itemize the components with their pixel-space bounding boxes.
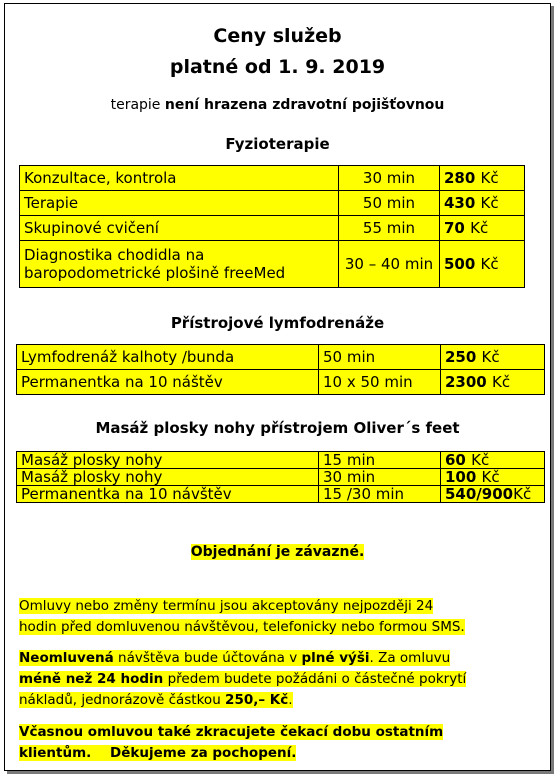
price-value: 280 [444,169,476,187]
table-row [20,191,525,216]
service-price [441,469,545,486]
service-duration: 50 min [319,345,441,370]
service-name: Terapie [20,191,339,216]
service-name: Skupinové cvičení [20,216,339,241]
fyzio-price-table [19,165,525,288]
service-duration: 55 min [339,216,440,241]
page-title: Ceny služeb [213,25,342,47]
service-name: Masáž plosky nohy [17,469,319,486]
currency-label: Kč [513,485,532,503]
service-price [440,166,525,191]
table-row [20,241,525,288]
service-name [20,241,339,288]
cancellation-line2: hodin před domluvenou návštěvou, telefonicky nebo formou SMS. [19,619,465,635]
no-show-bold-2: plné výši [301,650,370,666]
table-row [20,216,525,241]
page-subtitle: platné od 1. 9. 2019 [169,56,386,78]
cancellation-line1: Omluvy nebo změny termínu jsou akceptovány nejpozději 24 [19,598,434,614]
service-price [440,191,525,216]
price-value: 540/900 [445,485,514,503]
no-show-line2 [19,671,466,687]
insurance-note-prefix: terapie [110,97,165,113]
currency-label: Kč [480,255,499,273]
lymfo-price-table [16,344,545,395]
currency-label: Kč [491,373,511,391]
service-name: Masáž plosky nohy [17,452,319,469]
price-value: 2300 [445,373,487,391]
service-price [441,486,545,503]
table-row [17,452,545,469]
masaz-price-table [16,451,545,503]
no-show-text-1: návštěva bude účtována v [113,650,302,666]
service-duration: 30 min [319,469,441,486]
price-list-page [4,3,551,771]
price-value: 430 [444,194,476,212]
service-duration: 30 min [339,166,440,191]
price-value: 250 [445,348,477,366]
table-row [17,469,545,486]
insurance-note [5,97,550,113]
no-show-text-2: . Za omluvu [369,650,451,666]
price-value: 100 [445,468,477,486]
section-title-fyzio: Fyzioterapie [225,135,330,153]
service-price [440,241,525,288]
no-show-text-3: předem budete požádáni o částečné pokrytí [163,671,467,687]
no-show-text-4: nákladů, jednorázově částkou [19,692,226,708]
no-show-text-5: . [288,692,293,708]
currency-label: Kč [470,219,489,237]
currency-label: Kč [471,451,490,469]
currency-label: Kč [481,348,500,366]
service-duration: 15 min [319,452,441,469]
thanks-line1: Včasnou omluvou také zkracujete čekací dobu ostatním [19,724,444,740]
table-row [17,345,545,370]
section-title-lymfo: Přístrojové lymfodrenáže [170,314,385,332]
service-name: Permanentka na 10 náštěv [17,370,319,395]
no-show-line1 [19,650,450,666]
insurance-note-bold: není hrazena zdravotní pojišťovnou [164,97,445,113]
cancellation-paragraph [19,596,521,638]
no-show-bold-1: Neomluvená [19,650,114,666]
service-name-line1: Diagnostika chodidla na [24,246,205,264]
no-show-paragraph [19,648,521,711]
service-name: Lymfodrenáž kalhoty /bunda [17,345,319,370]
thanks-paragraph [19,722,521,764]
service-duration: 10 x 50 min [319,370,441,395]
table-row [17,370,545,395]
price-value: 500 [444,255,476,273]
service-name: Permanentka na 10 návštěv [17,486,319,503]
no-show-bold-3: méně než 24 hodin [19,671,164,687]
service-duration: 30 – 40 min [339,241,440,288]
service-price [441,370,545,395]
service-duration: 15 /30 min [319,486,441,503]
table-row [20,166,525,191]
no-show-line3 [19,692,293,708]
service-price [441,345,545,370]
order-note-text: Objednání je závazné. [190,544,365,560]
price-value: 60 [445,451,466,469]
order-note [5,544,550,560]
section-title-masaz: Masáž plosky nohy přístrojem Oliver´s feet [95,419,460,437]
service-price [440,216,525,241]
table-row [17,486,545,503]
service-duration: 50 min [339,191,440,216]
service-name: Konzultace, kontrola [20,166,339,191]
no-show-fee: 250,– Kč [225,692,289,708]
currency-label: Kč [480,194,499,212]
thanks-line2: klientům. Děkujeme za pochopení. [19,745,297,761]
currency-label: Kč [480,169,499,187]
service-price [441,452,545,469]
currency-label: Kč [481,468,500,486]
service-name-line2: baropodometrické plošině freeMed [24,264,286,282]
price-value: 70 [444,219,465,237]
